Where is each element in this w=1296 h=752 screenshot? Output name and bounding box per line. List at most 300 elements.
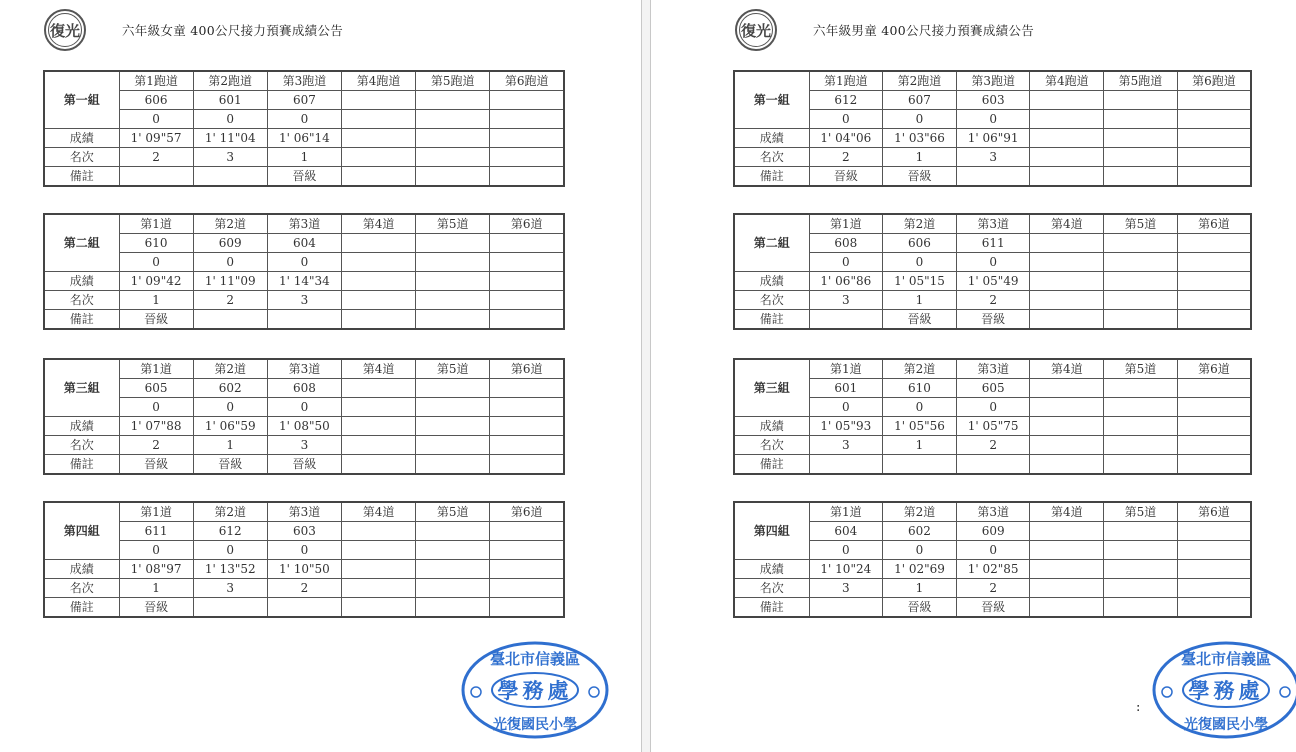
note-cell <box>956 455 1030 475</box>
note-cell <box>193 598 267 618</box>
class-cell: 611 <box>956 234 1030 253</box>
time-cell: 1' 11"04 <box>193 129 267 148</box>
class-cell <box>1104 91 1178 110</box>
rank-cell: 1 <box>119 579 193 598</box>
svg-text:光復國民小學: 光復國民小學 <box>1184 717 1268 733</box>
class-cell <box>1177 522 1251 541</box>
time-cell: 1' 03"66 <box>883 129 957 148</box>
zero-cell: 0 <box>809 253 883 272</box>
note-cell: 晉級 <box>119 455 193 475</box>
rank-cell: 1 <box>119 291 193 310</box>
result-table-group-4 <box>43 501 565 618</box>
row-label-rank: 名次 <box>44 291 119 310</box>
lane-header: 第5道 <box>1104 359 1178 379</box>
zero-cell: 0 <box>267 110 341 129</box>
lane-header: 第1跑道 <box>809 71 883 91</box>
row-label-note: 備註 <box>734 455 809 475</box>
result-table-group-2 <box>43 213 565 330</box>
rank-cell <box>1177 579 1251 598</box>
zero-cell <box>1177 398 1251 417</box>
result-table-group-1 <box>43 70 565 187</box>
zero-cell <box>1030 541 1104 560</box>
rank-cell <box>1104 291 1178 310</box>
official-stamp <box>460 640 610 740</box>
note-cell <box>416 598 490 618</box>
svg-text:光復國民小學: 光復國民小學 <box>493 717 577 733</box>
note-cell: 晉級 <box>883 598 957 618</box>
zero-cell <box>1030 398 1104 417</box>
note-cell <box>490 310 564 330</box>
rank-cell <box>341 148 415 167</box>
lane-header: 第2道 <box>883 502 957 522</box>
rank-cell: 2 <box>119 436 193 455</box>
time-cell: 1' 08"50 <box>267 417 341 436</box>
rank-cell: 3 <box>267 291 341 310</box>
time-cell: 1' 05"56 <box>883 417 957 436</box>
rank-cell <box>1104 436 1178 455</box>
lane-header: 第4道 <box>1030 214 1104 234</box>
zero-cell: 0 <box>883 253 957 272</box>
lane-header: 第1道 <box>809 214 883 234</box>
time-cell <box>416 272 490 291</box>
result-table-group-3 <box>43 358 565 475</box>
row-label-rank: 名次 <box>734 291 809 310</box>
note-cell <box>1177 310 1251 330</box>
rank-cell: 3 <box>809 579 883 598</box>
rank-cell: 2 <box>193 291 267 310</box>
class-cell: 603 <box>267 522 341 541</box>
lane-header: 第4道 <box>1030 502 1104 522</box>
class-cell <box>1030 379 1104 398</box>
lane-header: 第3道 <box>267 359 341 379</box>
class-cell: 607 <box>883 91 957 110</box>
rank-cell: 3 <box>809 436 883 455</box>
zero-cell: 0 <box>956 253 1030 272</box>
note-cell <box>490 167 564 187</box>
note-cell <box>1177 167 1251 187</box>
zero-cell: 0 <box>883 398 957 417</box>
lane-header: 第3道 <box>267 214 341 234</box>
class-cell <box>490 379 564 398</box>
time-cell: 1' 06"86 <box>809 272 883 291</box>
rank-cell <box>1177 436 1251 455</box>
lane-header: 第1道 <box>119 359 193 379</box>
note-cell: 晉級 <box>267 167 341 187</box>
zero-cell: 0 <box>267 253 341 272</box>
lane-header: 第3道 <box>267 502 341 522</box>
rank-cell: 3 <box>809 291 883 310</box>
svg-text:臺北市信義區: 臺北市信義區 <box>489 650 581 668</box>
rank-cell: 2 <box>267 579 341 598</box>
row-label-rank: 名次 <box>44 436 119 455</box>
rank-cell <box>490 436 564 455</box>
time-cell: 1' 05"49 <box>956 272 1030 291</box>
zero-cell <box>490 398 564 417</box>
note-cell <box>1177 598 1251 618</box>
time-cell <box>1104 272 1178 291</box>
zero-cell: 0 <box>119 253 193 272</box>
class-cell: 605 <box>956 379 1030 398</box>
note-cell <box>1030 310 1104 330</box>
zero-cell: 0 <box>193 110 267 129</box>
zero-cell: 0 <box>809 398 883 417</box>
school-logo-icon <box>734 8 778 52</box>
zero-cell: 0 <box>267 398 341 417</box>
note-cell <box>341 167 415 187</box>
page-divider <box>641 0 651 752</box>
zero-cell: 0 <box>267 541 341 560</box>
class-cell: 609 <box>956 522 1030 541</box>
row-label-score: 成績 <box>734 560 809 579</box>
lane-header: 第4跑道 <box>1030 71 1104 91</box>
note-cell <box>1030 167 1104 187</box>
lane-header: 第3道 <box>956 214 1030 234</box>
zero-cell <box>416 398 490 417</box>
class-cell <box>490 91 564 110</box>
rank-cell: 3 <box>956 148 1030 167</box>
zero-cell <box>341 541 415 560</box>
time-cell <box>490 272 564 291</box>
zero-cell <box>1030 253 1104 272</box>
lane-header: 第2道 <box>193 359 267 379</box>
rank-cell <box>490 579 564 598</box>
lane-header: 第1道 <box>809 359 883 379</box>
svg-text:學務處: 學務處 <box>1188 678 1264 703</box>
lane-header: 第4道 <box>341 214 415 234</box>
note-cell <box>490 455 564 475</box>
rank-cell <box>1177 148 1251 167</box>
rank-cell <box>341 436 415 455</box>
zero-cell <box>416 110 490 129</box>
row-label-score: 成績 <box>734 272 809 291</box>
rank-cell: 1 <box>883 291 957 310</box>
note-cell: 晉級 <box>956 310 1030 330</box>
zero-cell <box>1104 541 1178 560</box>
row-label-score: 成績 <box>44 417 119 436</box>
row-label-note: 備註 <box>734 167 809 187</box>
time-cell: 1' 02"69 <box>883 560 957 579</box>
note-cell <box>341 455 415 475</box>
zero-cell <box>416 253 490 272</box>
zero-cell <box>1177 110 1251 129</box>
time-cell <box>1030 129 1104 148</box>
class-cell: 608 <box>267 379 341 398</box>
time-cell: 1' 05"93 <box>809 417 883 436</box>
row-label-note: 備註 <box>44 598 119 618</box>
result-table-group-1 <box>733 70 1252 187</box>
row-label-rank: 名次 <box>734 436 809 455</box>
class-cell <box>341 379 415 398</box>
row-label-score: 成績 <box>44 272 119 291</box>
lane-header: 第4道 <box>341 359 415 379</box>
class-cell: 608 <box>809 234 883 253</box>
rank-cell: 2 <box>956 436 1030 455</box>
zero-cell: 0 <box>809 110 883 129</box>
lane-header: 第3道 <box>956 502 1030 522</box>
colon-mark: : <box>1136 700 1141 715</box>
time-cell: 1' 13"52 <box>193 560 267 579</box>
rank-cell: 1 <box>883 436 957 455</box>
lane-header: 第1道 <box>119 502 193 522</box>
class-cell: 610 <box>119 234 193 253</box>
svg-text:復光: 復光 <box>49 22 81 40</box>
class-cell <box>341 234 415 253</box>
class-cell <box>490 522 564 541</box>
time-cell: 1' 14"34 <box>267 272 341 291</box>
note-cell <box>809 598 883 618</box>
time-cell <box>1104 129 1178 148</box>
time-cell: 1' 10"24 <box>809 560 883 579</box>
note-cell: 晉級 <box>883 167 957 187</box>
rank-cell: 1 <box>267 148 341 167</box>
note-cell <box>956 167 1030 187</box>
class-cell <box>341 91 415 110</box>
zero-cell <box>1030 110 1104 129</box>
rank-cell <box>416 148 490 167</box>
note-cell <box>416 167 490 187</box>
rank-cell: 1 <box>883 579 957 598</box>
class-cell <box>416 91 490 110</box>
note-cell: 晉級 <box>956 598 1030 618</box>
lane-header: 第3跑道 <box>956 71 1030 91</box>
zero-cell <box>1177 253 1251 272</box>
class-cell <box>416 234 490 253</box>
lane-header: 第5道 <box>1104 502 1178 522</box>
note-cell <box>883 455 957 475</box>
lane-header: 第5道 <box>416 359 490 379</box>
result-table-group-2 <box>733 213 1252 330</box>
time-cell <box>1030 272 1104 291</box>
lane-header: 第4道 <box>1030 359 1104 379</box>
time-cell: 1' 07"88 <box>119 417 193 436</box>
zero-cell: 0 <box>119 541 193 560</box>
zero-cell: 0 <box>119 110 193 129</box>
row-label-note: 備註 <box>44 167 119 187</box>
rank-cell <box>1030 148 1104 167</box>
time-cell <box>1177 272 1251 291</box>
time-cell: 1' 06"91 <box>956 129 1030 148</box>
note-cell <box>341 310 415 330</box>
zero-cell: 0 <box>956 398 1030 417</box>
rank-cell <box>1030 291 1104 310</box>
time-cell <box>1030 560 1104 579</box>
lane-header: 第1道 <box>809 502 883 522</box>
lane-header: 第5道 <box>416 502 490 522</box>
lane-header: 第3跑道 <box>267 71 341 91</box>
class-cell: 601 <box>193 91 267 110</box>
class-cell: 605 <box>119 379 193 398</box>
note-cell <box>267 310 341 330</box>
time-cell <box>341 272 415 291</box>
zero-cell: 0 <box>883 110 957 129</box>
rank-cell: 3 <box>193 579 267 598</box>
zero-cell: 0 <box>809 541 883 560</box>
rank-cell: 2 <box>956 291 1030 310</box>
note-cell <box>1030 455 1104 475</box>
time-cell <box>490 417 564 436</box>
class-cell <box>1177 91 1251 110</box>
note-cell <box>267 598 341 618</box>
lane-header: 第2道 <box>193 502 267 522</box>
rank-cell: 1 <box>193 436 267 455</box>
class-cell <box>1104 234 1178 253</box>
note-cell <box>1104 455 1178 475</box>
lane-header: 第2道 <box>883 214 957 234</box>
lane-header: 第2道 <box>883 359 957 379</box>
time-cell <box>416 417 490 436</box>
note-cell <box>1104 598 1178 618</box>
zero-cell <box>416 541 490 560</box>
class-cell <box>1030 522 1104 541</box>
lane-header: 第2跑道 <box>883 71 957 91</box>
class-cell: 601 <box>809 379 883 398</box>
zero-cell: 0 <box>193 541 267 560</box>
lane-header: 第6道 <box>490 214 564 234</box>
zero-cell <box>490 253 564 272</box>
zero-cell <box>1177 541 1251 560</box>
lane-header: 第3道 <box>956 359 1030 379</box>
note-cell <box>193 310 267 330</box>
zero-cell: 0 <box>193 398 267 417</box>
time-cell: 1' 09"57 <box>119 129 193 148</box>
zero-cell <box>341 253 415 272</box>
class-cell <box>416 379 490 398</box>
group-name: 第四組 <box>44 502 119 560</box>
note-cell <box>193 167 267 187</box>
class-cell: 604 <box>267 234 341 253</box>
lane-header: 第6道 <box>490 359 564 379</box>
time-cell: 1' 06"14 <box>267 129 341 148</box>
note-cell <box>809 455 883 475</box>
time-cell <box>1177 129 1251 148</box>
row-label-note: 備註 <box>734 310 809 330</box>
class-cell: 602 <box>193 379 267 398</box>
row-label-note: 備註 <box>44 455 119 475</box>
group-name: 第二組 <box>734 214 809 272</box>
lane-header: 第2道 <box>193 214 267 234</box>
lane-header: 第5道 <box>416 214 490 234</box>
zero-cell: 0 <box>956 541 1030 560</box>
time-cell: 1' 04"06 <box>809 129 883 148</box>
class-cell: 604 <box>809 522 883 541</box>
row-label-score: 成績 <box>44 129 119 148</box>
lane-header: 第6道 <box>1177 359 1251 379</box>
lane-header: 第6道 <box>490 502 564 522</box>
row-label-rank: 名次 <box>44 579 119 598</box>
time-cell: 1' 02"85 <box>956 560 1030 579</box>
note-cell <box>490 598 564 618</box>
class-cell <box>1177 379 1251 398</box>
class-cell: 606 <box>119 91 193 110</box>
rank-cell: 3 <box>267 436 341 455</box>
class-cell: 612 <box>193 522 267 541</box>
time-cell <box>1104 417 1178 436</box>
zero-cell <box>490 110 564 129</box>
row-label-note: 備註 <box>734 598 809 618</box>
zero-cell <box>1104 398 1178 417</box>
zero-cell <box>1104 253 1178 272</box>
note-cell: 晉級 <box>193 455 267 475</box>
zero-cell: 0 <box>956 110 1030 129</box>
svg-text:復光: 復光 <box>740 22 772 40</box>
row-label-score: 成績 <box>44 560 119 579</box>
rank-cell <box>1104 579 1178 598</box>
note-cell <box>1177 455 1251 475</box>
class-cell <box>1104 522 1178 541</box>
row-label-rank: 名次 <box>734 579 809 598</box>
rank-cell <box>1030 579 1104 598</box>
svg-text:學務處: 學務處 <box>497 678 573 703</box>
rank-cell <box>341 579 415 598</box>
note-cell <box>1104 167 1178 187</box>
zero-cell <box>1104 110 1178 129</box>
class-cell: 609 <box>193 234 267 253</box>
note-cell <box>1104 310 1178 330</box>
row-label-score: 成績 <box>734 129 809 148</box>
rank-cell: 1 <box>883 148 957 167</box>
rank-cell <box>416 579 490 598</box>
time-cell <box>490 129 564 148</box>
rank-cell: 2 <box>809 148 883 167</box>
time-cell <box>1104 560 1178 579</box>
time-cell <box>1177 417 1251 436</box>
note-cell: 晉級 <box>119 310 193 330</box>
time-cell: 1' 08"97 <box>119 560 193 579</box>
time-cell: 1' 06"59 <box>193 417 267 436</box>
time-cell: 1' 11"09 <box>193 272 267 291</box>
rank-cell: 2 <box>119 148 193 167</box>
zero-cell <box>341 110 415 129</box>
lane-header: 第2跑道 <box>193 71 267 91</box>
class-cell <box>1030 91 1104 110</box>
zero-cell <box>490 541 564 560</box>
lane-header: 第6道 <box>1177 502 1251 522</box>
result-table-group-4 <box>733 501 1252 618</box>
lane-header: 第4道 <box>341 502 415 522</box>
note-cell: 晉級 <box>883 310 957 330</box>
class-cell: 606 <box>883 234 957 253</box>
row-label-rank: 名次 <box>734 148 809 167</box>
time-cell <box>341 560 415 579</box>
lane-header: 第5道 <box>1104 214 1178 234</box>
time-cell <box>1177 560 1251 579</box>
row-label-rank: 名次 <box>44 148 119 167</box>
time-cell: 1' 05"75 <box>956 417 1030 436</box>
time-cell: 1' 09"42 <box>119 272 193 291</box>
class-cell: 612 <box>809 91 883 110</box>
note-cell: 晉級 <box>119 598 193 618</box>
rank-cell <box>341 291 415 310</box>
row-label-score: 成績 <box>734 417 809 436</box>
lane-header: 第5跑道 <box>416 71 490 91</box>
class-cell: 610 <box>883 379 957 398</box>
official-stamp <box>1151 640 1296 740</box>
class-cell <box>1177 234 1251 253</box>
rank-cell <box>490 291 564 310</box>
class-cell <box>490 234 564 253</box>
rank-cell: 3 <box>193 148 267 167</box>
group-name: 第一組 <box>44 71 119 129</box>
group-name: 第二組 <box>44 214 119 272</box>
group-name: 第三組 <box>734 359 809 417</box>
lane-header: 第1跑道 <box>119 71 193 91</box>
lane-header: 第4跑道 <box>341 71 415 91</box>
note-cell <box>119 167 193 187</box>
time-cell <box>341 129 415 148</box>
class-cell <box>416 522 490 541</box>
rank-cell <box>1104 148 1178 167</box>
class-cell <box>1030 234 1104 253</box>
